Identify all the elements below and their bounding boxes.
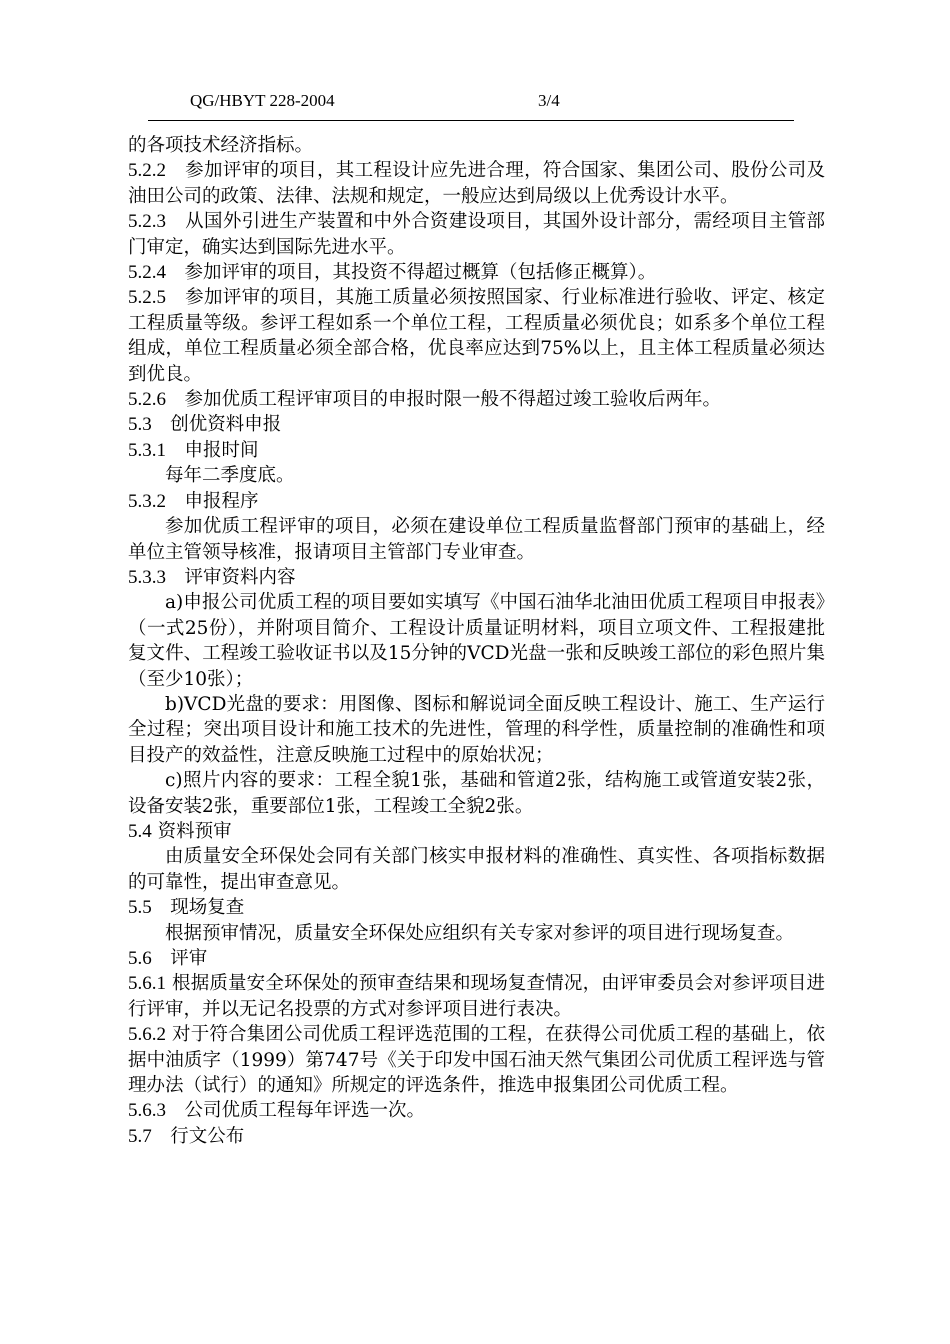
clause-5-3-1 xyxy=(128,438,825,463)
paragraph xyxy=(128,463,825,488)
paragraph-text: c)照片内容的要求：工程全貌1张，基础和管道2张，结构施工或管道安装2张，设备安装2张，重要部位1张，工程竣工全貌2张。 xyxy=(128,770,825,817)
clause-5-3-3 xyxy=(128,565,825,590)
clause-text: 参加优质工程评审项目的申报时限一般不得超过竣工验收后两年。 xyxy=(166,389,722,411)
clause-number: 5.6.1 xyxy=(128,973,166,995)
paragraph-text: b)VCD光盘的要求：用图像、图标和解说词全面反映工程设计、施工、生产运行全过程；突出项目设计和施工技术的先进性，管理的科学性，质量控制的准确性和项目投产的效益性，注意反映施工过程中的原始状况； xyxy=(128,693,825,766)
clause-text: 参加评审的项目，其施工质量必须按照国家、行业标准进行验收、评定、核定工程质量等级。参评工程如系一个单位工程，工程质量必须优良；如系多个单位工程组成，单位工程质量必须全部合格，优良率应达到75%以上，且主体工程质量必须达到优良。 xyxy=(128,287,825,385)
clause-5-6-3 xyxy=(128,1098,825,1123)
clause-5-6-1 xyxy=(128,971,825,1022)
clause-text: 对于符合集团公司优质工程评选范围的工程，在获得公司优质工程的基础上，依据中油质字（1999）第747号《关于印发中国石油天然气集团公司优质工程评选与管理办法（试行）的通知》所规定的评选条件，推选申报集团公司优质工程。 xyxy=(128,1024,825,1097)
section-5-6 xyxy=(128,946,825,971)
clause-text: 参加评审的项目，其投资不得超过概算（包括修正概算）。 xyxy=(166,262,657,284)
clause-5-2-4 xyxy=(128,260,825,285)
page-header xyxy=(148,90,794,121)
paragraph-text: 参加优质工程评审的项目，必须在建设单位工程质量监督部门预审的基础上，经单位主管领导核准，报请项目主管部门专业审查。 xyxy=(128,516,825,563)
clause-number: 5.2.6 xyxy=(128,389,166,411)
section-number: 5.4 xyxy=(128,820,152,842)
clause-number: 5.2.4 xyxy=(128,262,166,284)
section-5-4 xyxy=(128,819,825,844)
paragraph-text: 的各项技术经济指标。 xyxy=(128,135,314,156)
list-item-c xyxy=(128,768,825,819)
list-item-b xyxy=(128,692,825,768)
clause-5-3-2 xyxy=(128,489,825,514)
document-number: QG/HBYT 228-2004 xyxy=(190,91,335,110)
paragraph xyxy=(128,844,825,895)
clause-number: 5.2.3 xyxy=(128,211,166,233)
clause-5-2-6 xyxy=(128,387,825,412)
section-title: 资料预审 xyxy=(151,820,232,842)
section-number: 5.6 xyxy=(128,948,152,969)
paragraph-text: 由质量安全环保处会同有关部门核实申报材料的准确性、真实性、各项指标数据的可靠性，提出审查意见。 xyxy=(128,846,825,893)
clause-title: 申报时间 xyxy=(166,439,259,461)
clause-number: 5.3.2 xyxy=(128,490,166,512)
clause-title: 评审资料内容 xyxy=(166,566,296,588)
page-number: 3/4 xyxy=(538,91,560,110)
clause-number: 5.3.3 xyxy=(128,566,166,588)
paragraph xyxy=(128,921,825,946)
clause-5-2-3 xyxy=(128,209,825,260)
clause-number: 5.6.3 xyxy=(128,1100,166,1122)
section-number: 5.3 xyxy=(128,414,152,436)
clause-5-2-2 xyxy=(128,158,825,209)
clause-text: 从国外引进生产装置和中外合资建设项目，其国外设计部分，需经项目主管部门审定，确实达到国际先进水平。 xyxy=(128,211,825,258)
paragraph-text: 根据预审情况，质量安全环保处应组织有关专家对参评的项目进行现场复查。 xyxy=(165,922,795,944)
clause-5-6-2 xyxy=(128,1022,825,1098)
section-title: 创优资料申报 xyxy=(151,414,282,436)
paragraph-text: a)申报公司优质工程的项目要如实填写《中国石油华北油田优质工程项目申报表》（一式25份），并附项目简介、工程设计质量证明材料，项目立项文件、工程报建批复文件、工程竣工验收证书以及15分钟的VCD光盘一张和反映竣工部位的彩色照片集（至少10张）； xyxy=(128,592,825,690)
section-5-7 xyxy=(128,1124,825,1149)
paragraph-text: 每年二季度底。 xyxy=(165,465,295,487)
list-item-a xyxy=(128,590,825,692)
document-body xyxy=(128,133,825,1149)
clause-text: 公司优质工程每年评选一次。 xyxy=(166,1100,426,1122)
clause-5-2-5 xyxy=(128,285,825,387)
clause-number: 5.2.5 xyxy=(128,287,166,309)
clause-title: 申报程序 xyxy=(166,490,259,512)
clause-text: 参加评审的项目，其工程设计应先进合理，符合国家、集团公司、股份公司及油田公司的政策、法律、法规和规定，一般应达到局级以上优秀设计水平。 xyxy=(128,160,825,207)
clause-text: 根据质量安全环保处的预审查结果和现场复查情况，由评审委员会对参评项目进行评审，并以无记名投票的方式对参评项目进行表决。 xyxy=(128,973,825,1020)
section-title: 评审 xyxy=(151,948,208,969)
paragraph xyxy=(128,514,825,565)
section-5-3 xyxy=(128,412,825,437)
section-title: 现场复查 xyxy=(151,897,245,919)
section-number: 5.7 xyxy=(128,1125,152,1147)
section-title: 行文公布 xyxy=(151,1125,245,1147)
clause-number: 5.2.2 xyxy=(128,160,166,182)
clause-number: 5.3.1 xyxy=(128,439,166,461)
section-5-5 xyxy=(128,895,825,920)
section-number: 5.5 xyxy=(128,897,152,919)
clause-number: 5.6.2 xyxy=(128,1024,166,1046)
paragraph xyxy=(128,133,825,158)
